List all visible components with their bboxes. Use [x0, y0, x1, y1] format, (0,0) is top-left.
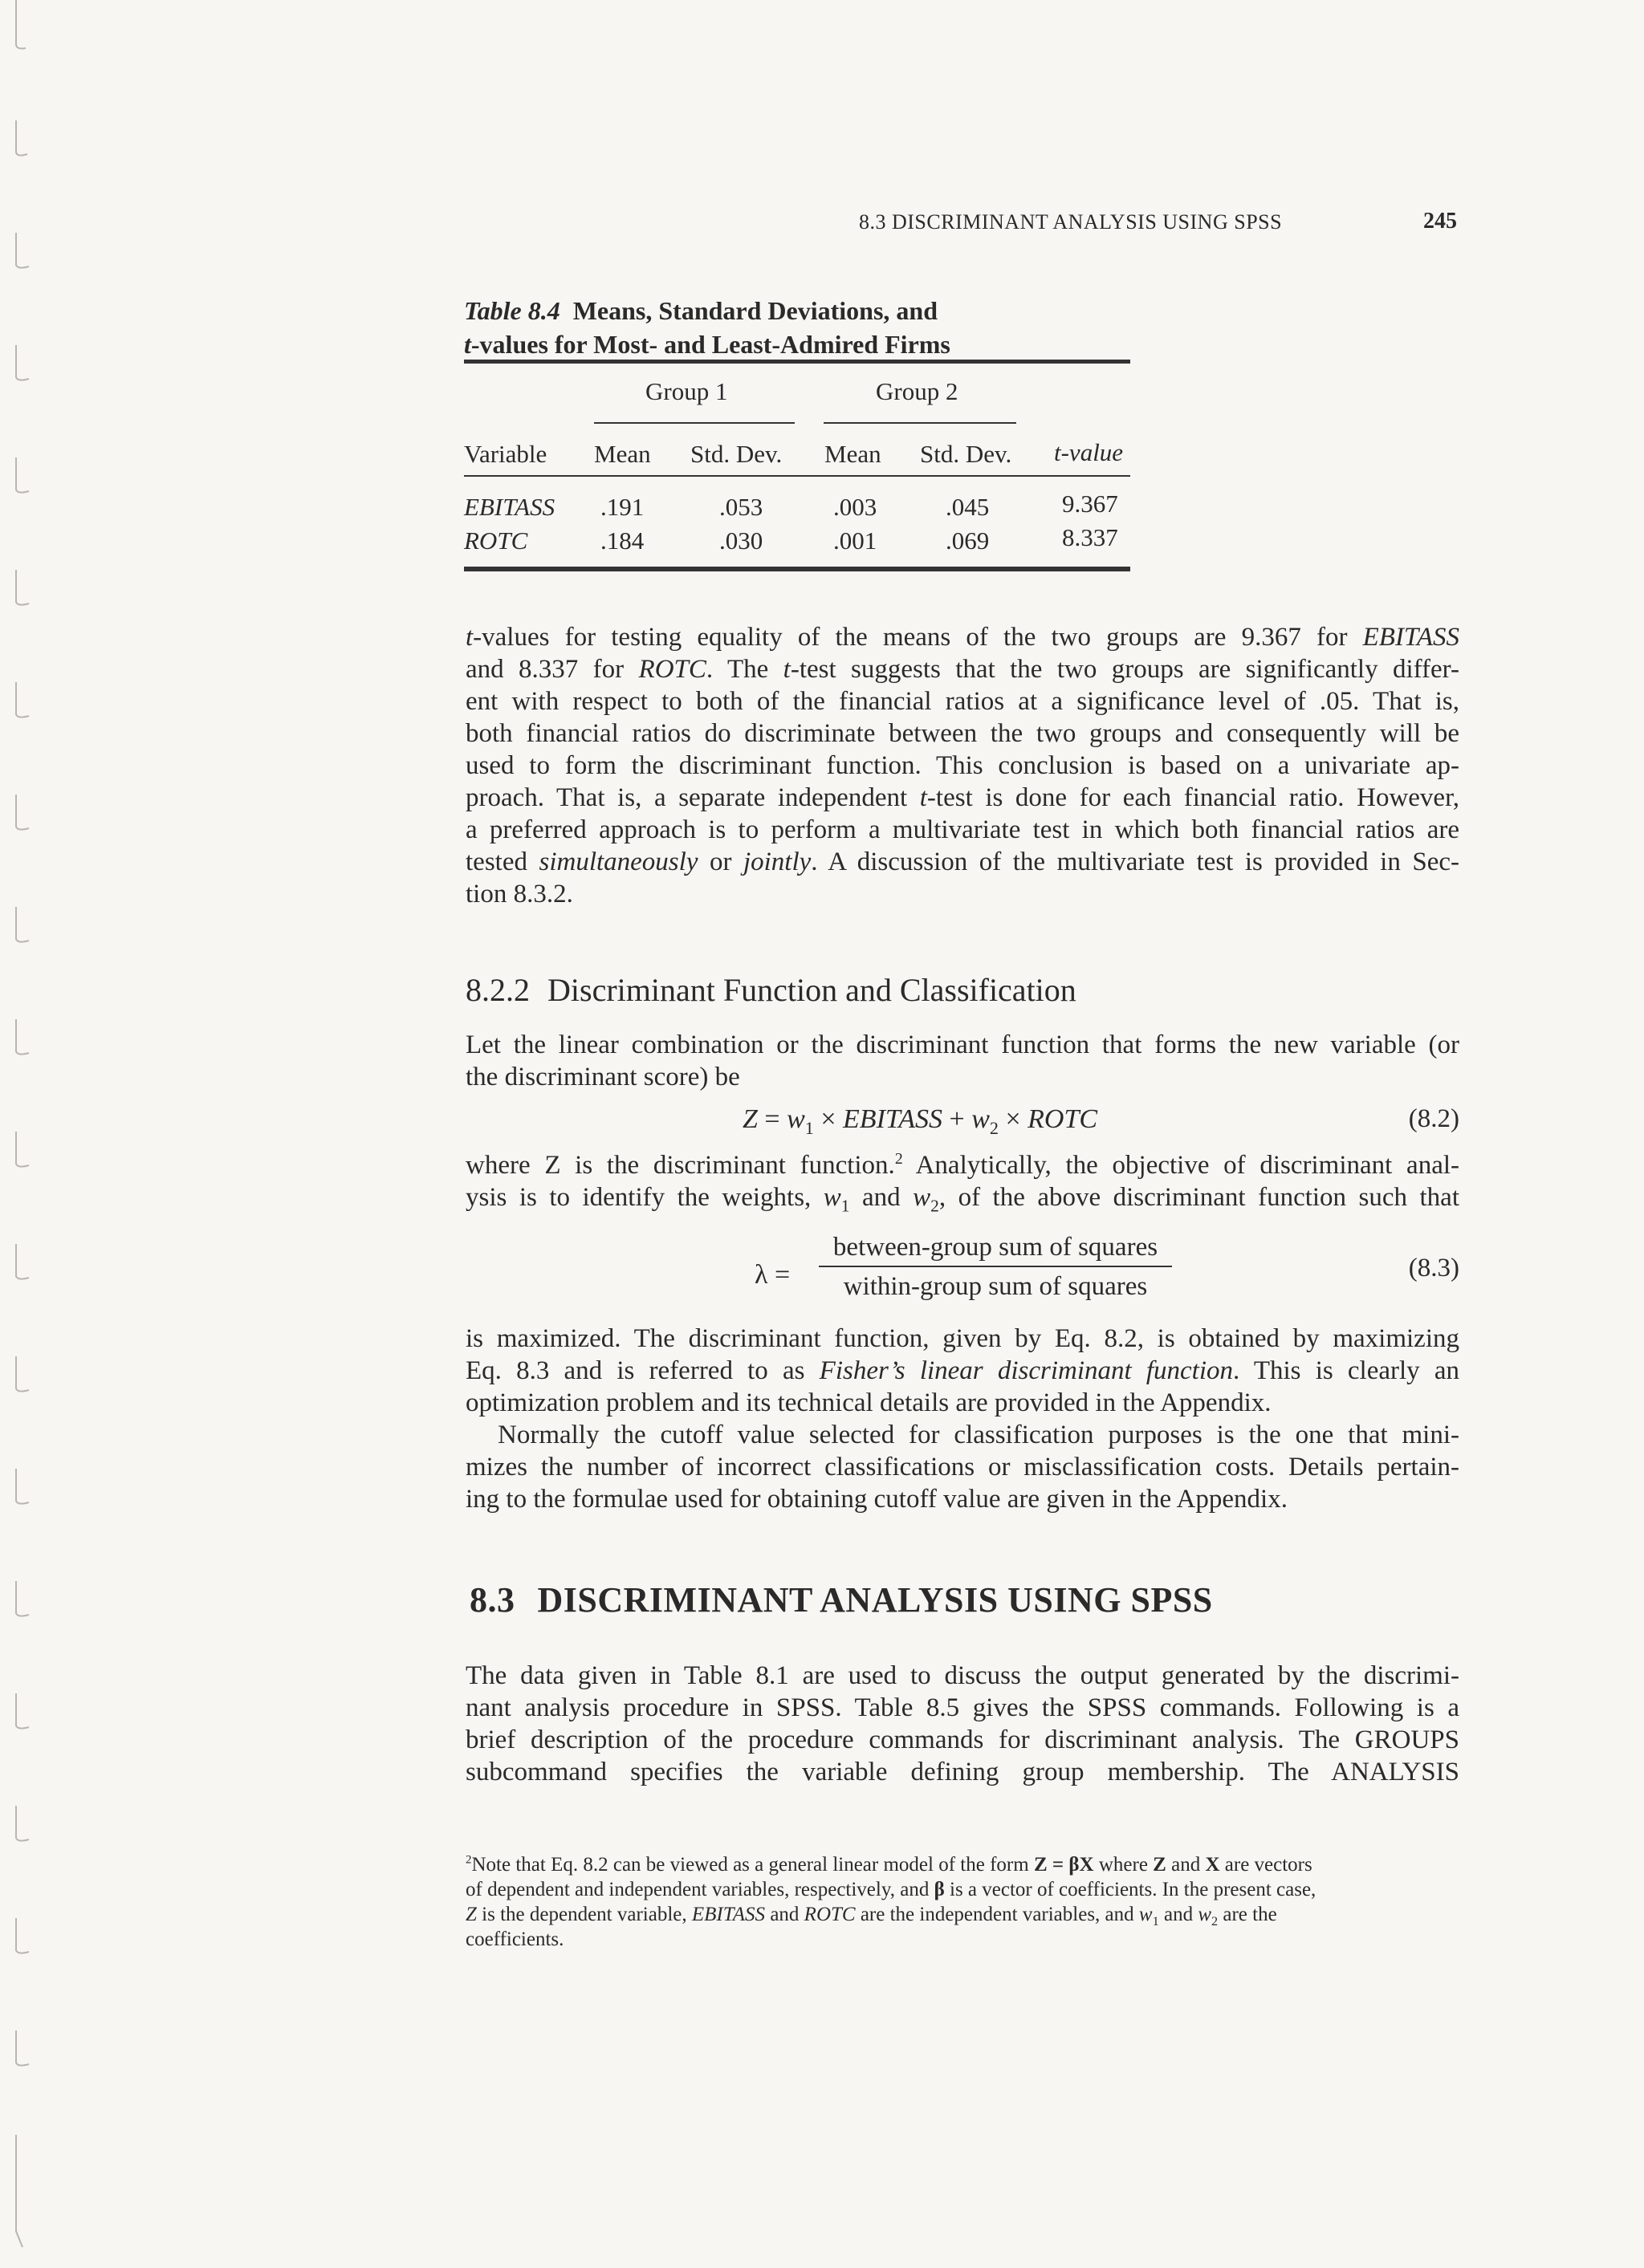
section-title: DISCRIMINANT ANALYSIS USING SPSS [537, 1580, 1213, 1620]
equation-8-3-number: (8.3) [1408, 1254, 1459, 1282]
row-ebitass-tvalue: 9.367 [1062, 490, 1118, 518]
col-mean-1: Mean [594, 440, 651, 468]
table-bottom-rule [464, 567, 1130, 571]
col-tvalue: t-value [1054, 438, 1124, 466]
para1-line5: used to form the discriminant function. This conclusion is based on a univariate ap- [466, 751, 1459, 780]
row-rotc-tvalue: 8.337 [1062, 523, 1118, 551]
subsection-heading [466, 971, 1076, 1009]
row-ebitass-mean2: .003 [833, 493, 877, 521]
row-ebitass-variable: EBITASS [464, 493, 555, 521]
row-rotc-mean1: .184 [600, 526, 645, 555]
para1-line4: both financial ratios do discriminate between the two groups and consequently will be [466, 719, 1459, 748]
paragraph-tvalues [466, 621, 1459, 910]
equation-8-3-lhs: λ = [755, 1260, 791, 1290]
table-number: Table 8.4 [464, 296, 560, 325]
paragraph-linear-combination [466, 1029, 1459, 1093]
para4-line6: ing to the formulae used for obtaining cutoff value are given in the Appendix. [466, 1485, 1288, 1514]
footnote [466, 1852, 1461, 1952]
para1-line2: and 8.337 for ROTC. The t-test suggests that the two groups are significantly differ- [466, 655, 1459, 684]
para2-line2: the discriminant score) be [466, 1063, 740, 1091]
paragraph-weights [466, 1149, 1459, 1216]
para1-line6: proach. That is, a separate independent t-test is done for each financial ratio. However, [466, 783, 1459, 812]
para3-line1: where Z is the discriminant function.$^2$ Analytically, the objective of discriminant anal- [466, 1150, 1459, 1180]
para1-line3: ent with respect to both of the financial ratios at a significance level of .05. That is, [466, 687, 1459, 716]
col-stddev-1: Std. Dev. [690, 440, 783, 468]
footnote-line1: $^2$Note that Eq. 8.2 can be viewed as a general linear model of the form Z = βX where Z and X are vectors [466, 1853, 1312, 1876]
paragraph-spss [466, 1660, 1459, 1788]
row-ebitass-sd2: .045 [946, 493, 990, 521]
para2-line1: Let the linear combination or the discriminant function that forms the new variable (or [466, 1030, 1459, 1059]
col-mean-2: Mean [824, 440, 881, 468]
equation-8-2: $Z = w_1$ × EBITASS + $w_2$ × ROTC [743, 1104, 1098, 1138]
row-rotc-mean2: .001 [833, 526, 877, 555]
para4-line1: is maximized. The discriminant function, given by Eq. 8.2, is obtained by maximizing [466, 1324, 1459, 1353]
para1-line7: a preferred approach is to perform a multivariate test in which both financial ratios are [466, 815, 1459, 844]
group1-rule [594, 422, 795, 424]
means-table [464, 360, 1130, 576]
para5-line4: subcommand specifies the variable defining group membership. The ANALYSIS [466, 1758, 1459, 1786]
para5-line3: brief description of the procedure commands for discriminant analysis. The GROUPS [466, 1725, 1459, 1754]
section-heading [470, 1579, 1213, 1620]
para3-line2: ysis is to identify the weights, $w_1$ and $w_2$, of the above discriminant function such that [466, 1183, 1459, 1216]
row-rotc-sd2: .069 [946, 526, 990, 555]
row-ebitass-mean1: .191 [600, 493, 645, 521]
group2-header: Group 2 [876, 377, 958, 405]
para4-line2: Eq. 8.3 and is referred to as Fisher’s linear discriminant function. This is clearly an [466, 1356, 1460, 1385]
para4-line4: Normally the cutoff value selected for classification purposes is the one that mini- [498, 1421, 1459, 1449]
table-caption [464, 294, 1106, 361]
paragraph-maximized [466, 1323, 1459, 1515]
para1-line8: tested simultaneously or jointly. A discussion of the multivariate test is provided in Sec- [466, 847, 1459, 876]
para1-line9: tion 8.3.2. [466, 880, 573, 908]
section-number: 8.3 [470, 1580, 515, 1620]
footnote-line2: of dependent and independent variables, respectively, and β is a vector of coefficients. In the present case, [466, 1879, 1316, 1900]
para4-line3: optimization problem and its technical details are provided in the Appendix. [466, 1388, 1272, 1417]
para5-line1: The data given in Table 8.1 are used to discuss the output generated by the discrimi- [466, 1661, 1459, 1690]
subsection-title: Discriminant Function and Classification [547, 972, 1076, 1008]
table-title-t: t [464, 330, 471, 359]
col-variable: Variable [464, 440, 547, 468]
subsection-number: 8.2.2 [466, 972, 530, 1008]
fraction-denominator: within-group sum of squares [843, 1272, 1148, 1301]
footnote-line4: coefficients. [466, 1929, 564, 1950]
para4-line5: mizes the number of incorrect classifications or misclassification costs. Details pertain- [466, 1453, 1459, 1482]
table-title-line2: -values for Most- and Least-Admired Firms [470, 330, 950, 359]
col-stddev-2: Std. Dev. [920, 440, 1012, 468]
scan-edge-marks [11, 0, 35, 2268]
table-top-rule [464, 360, 1130, 364]
para5-line2: nant analysis procedure in SPSS. Table 8.5 gives the SPSS commands. Following is a [466, 1693, 1459, 1722]
fraction-numerator: between-group sum of squares [819, 1233, 1172, 1267]
equation-8-3-fraction [819, 1233, 1172, 1302]
row-rotc-sd1: .030 [719, 526, 763, 555]
row-ebitass-sd1: .053 [719, 493, 763, 521]
row-rotc-variable: ROTC [464, 526, 528, 555]
group2-rule [824, 422, 1016, 424]
equation-8-2-number: (8.2) [1408, 1104, 1459, 1133]
group1-header: Group 1 [645, 377, 728, 405]
running-head-section: 8.3 DISCRIMINANT ANALYSIS USING SPSS [859, 210, 1283, 234]
footnote-line3: Z is the dependent variable, EBITASS and ROTC are the independent variables, and $w_1$ and $w_2$ are the [466, 1904, 1277, 1929]
page-number: 245 [1423, 209, 1457, 234]
running-head [859, 210, 1457, 242]
table-title-line1: Means, Standard Deviations, and [572, 296, 938, 325]
table-header-rule [464, 475, 1130, 477]
para1-line1: t-values for testing equality of the means of the two groups are 9.367 for EBITASS [466, 623, 1459, 652]
